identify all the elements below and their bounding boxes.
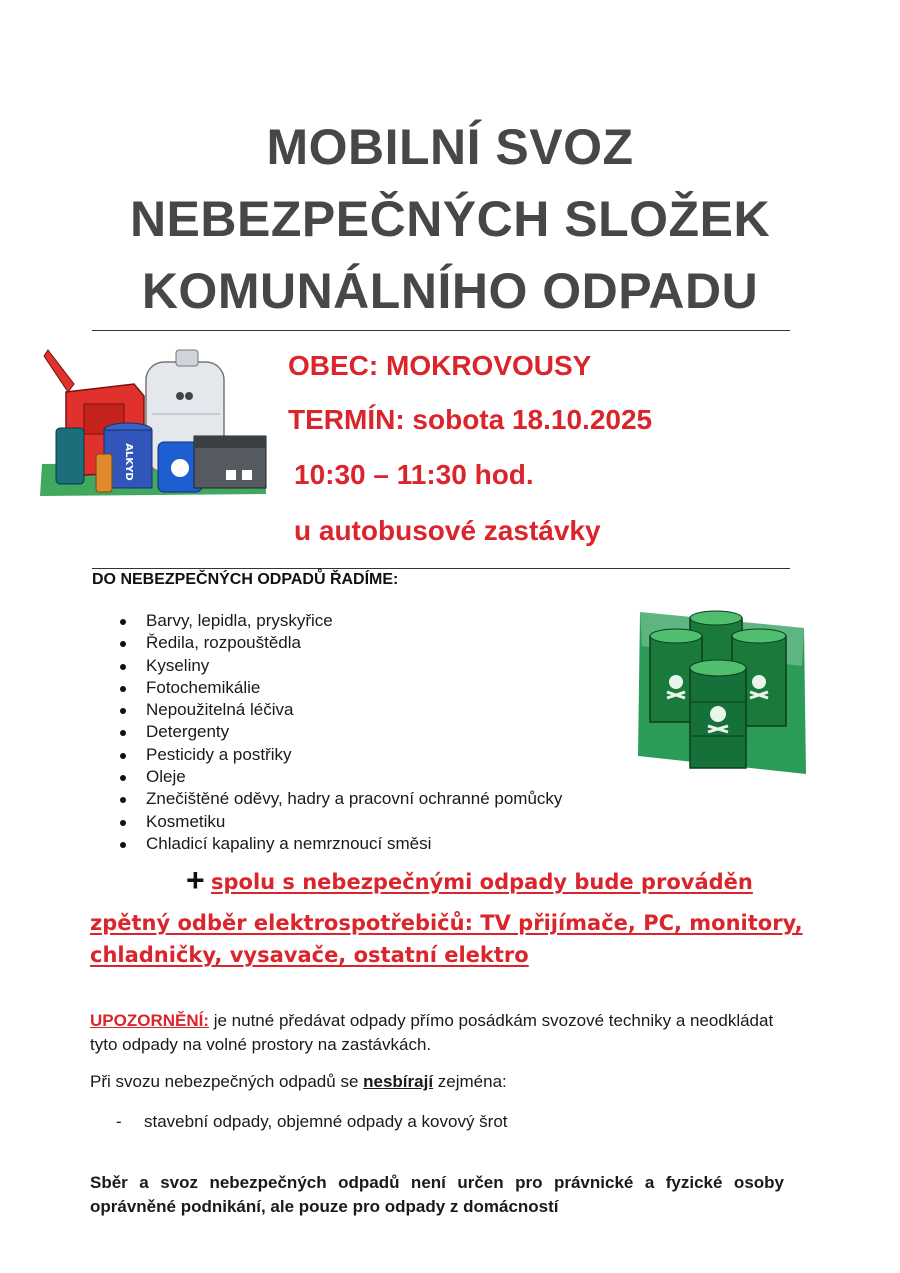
list-item bbox=[118, 677, 562, 699]
waste-list-heading: DO NEBEZPEČNÝCH ODPADŮ ŘADÍME: bbox=[92, 571, 399, 588]
waste-containers-illustration bbox=[34, 344, 274, 502]
alkyd-label: ALKYD bbox=[123, 443, 134, 481]
list-item-label: Ředila, rozpouštědla bbox=[146, 633, 301, 653]
list-item bbox=[118, 655, 562, 677]
poster-title-line-3: KOMUNÁLNÍHO ODPADU bbox=[141, 263, 759, 319]
not-collected-item-label: stavební odpady, objemné odpady a kovový šrot bbox=[144, 1112, 508, 1131]
list-item-label: Kosmetiku bbox=[146, 811, 226, 831]
bullet-icon bbox=[120, 730, 126, 736]
plus-icon: + bbox=[186, 862, 205, 898]
bullet-icon bbox=[120, 664, 126, 670]
electro-notice-line-2: zpětný odběr elektrospotřebičů: TV přijímače, PC, monitory, bbox=[90, 911, 803, 935]
list-item bbox=[118, 833, 562, 855]
collection-place: u autobusové zastávky bbox=[294, 515, 601, 546]
bullet-icon bbox=[120, 641, 126, 647]
collection-time: 10:30 – 11:30 hod. bbox=[294, 459, 534, 490]
bullet-icon bbox=[120, 686, 126, 692]
barrel-icon bbox=[690, 660, 746, 768]
warning-text: je nutné předávat odpady přímo posádkám svozové techniky a neodkládat tyto odpady na volné prostory na zastávkách. bbox=[90, 1011, 774, 1054]
divider-top bbox=[92, 330, 790, 331]
list-item-label: Barvy, lepidla, pryskyřice bbox=[146, 611, 333, 630]
list-item-label: Detergenty bbox=[146, 722, 230, 742]
list-item bbox=[118, 788, 562, 810]
list-item bbox=[118, 610, 562, 632]
list-item-label: Oleje bbox=[146, 767, 186, 787]
warning-label: UPOZORNĚNÍ: bbox=[90, 1011, 209, 1030]
list-item bbox=[118, 632, 562, 654]
village-name: OBEC: MOKROVOUSY bbox=[288, 350, 592, 381]
bullet-icon bbox=[120, 775, 126, 781]
list-item bbox=[118, 744, 562, 766]
divider-middle bbox=[92, 568, 790, 569]
bullet-icon bbox=[120, 708, 126, 714]
footer-note: Sběr a svoz nebezpečných odpadů není určen pro právnické a fyzické osoby oprávněné podnikání, ale pouze pro odpady z domácností bbox=[90, 1173, 784, 1216]
hazardous-waste-list bbox=[118, 610, 562, 855]
electro-notice-line-1: spolu s nebezpečnými odpady bude prováděn bbox=[211, 870, 753, 894]
electro-notice-line-3: chladničky, vysavače, ostatní elektro bbox=[90, 943, 529, 967]
list-item bbox=[118, 766, 562, 788]
bullet-icon bbox=[120, 797, 126, 803]
not-collected-item bbox=[116, 1112, 508, 1132]
list-item-label: Chladicí kapaliny a nemrznoucí směsi bbox=[146, 833, 432, 853]
list-item bbox=[118, 811, 562, 833]
toxic-barrels-illustration bbox=[636, 606, 808, 776]
list-item-label: Pesticidy a postřiky bbox=[146, 744, 292, 764]
list-item bbox=[118, 699, 562, 721]
poster-title-line-2: NEBEZPEČNÝCH SLOŽEK bbox=[129, 191, 771, 247]
not-collected-emphasis: nesbírají bbox=[363, 1072, 434, 1091]
list-item-label: Kyseliny bbox=[146, 655, 210, 675]
bullet-icon bbox=[120, 842, 126, 848]
list-item-label: Nepoužitelná léčiva bbox=[146, 700, 294, 720]
collection-date: TERMÍN: sobota 18.10.2025 bbox=[288, 404, 653, 435]
poster-title-line-1: MOBILNÍ SVOZ bbox=[266, 119, 634, 175]
not-collected-intro bbox=[90, 1072, 507, 1092]
bullet-icon bbox=[120, 619, 126, 625]
warning-paragraph bbox=[90, 1009, 780, 1057]
bullet-icon bbox=[120, 820, 126, 826]
list-item-label: Fotochemikálie bbox=[146, 677, 261, 697]
list-item bbox=[118, 721, 562, 743]
not-collected-suffix: zejména: bbox=[433, 1072, 507, 1091]
dash-icon: - bbox=[116, 1112, 122, 1131]
not-collected-prefix: Při svozu nebezpečných odpadů se bbox=[90, 1072, 364, 1091]
list-item-label: Znečištěné oděvy, hadry a pracovní ochranné pomůcky bbox=[146, 789, 563, 809]
bullet-icon bbox=[120, 753, 126, 759]
